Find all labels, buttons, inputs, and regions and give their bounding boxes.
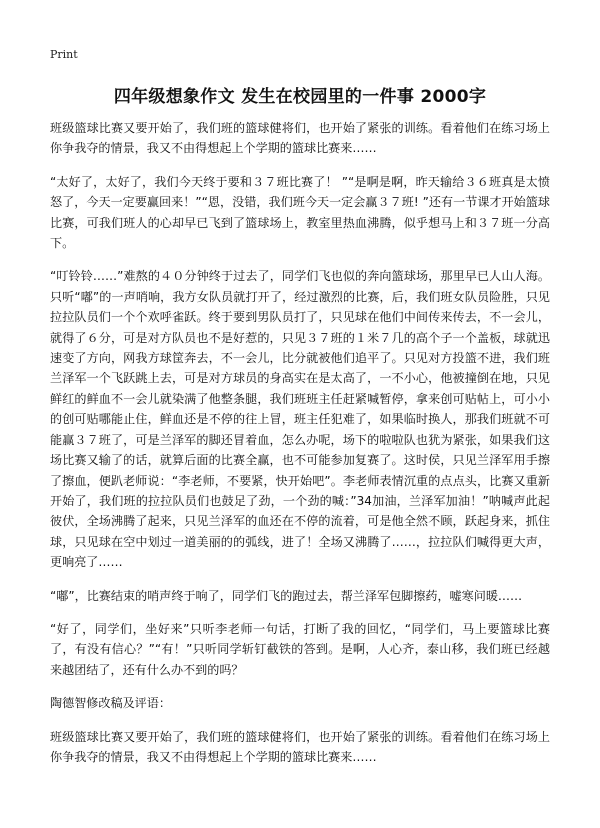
paragraph-before-game: “太好了，太好了，我们今天终于要和３７班比赛了！ ”“是啊是啊，昨天输给３６班真是太愤怒了，今天一定要赢回来！”“恩，没错，我们班今天一定会赢３７班! ”还有一节课才开始篮球比赛，可我们班人的心却早已飞到了篮球场上，教室里热血沸腾，似乎想马上和３７班一分高下。	[50, 174, 550, 251]
paragraph-game-end: “嘟”，比赛结束的哨声终于响了，同学们飞的跑过去，帮兰泽军包脚擦药，嘘寒问暖……	[50, 588, 523, 603]
paragraph-revised-intro: 班级篮球比赛又要开始了，我们班的篮球健将们，也开始了紧张的训练。看着他们在练习场上你争我夺的情景，我又不由得想起上个学期的篮球比赛来……	[50, 729, 550, 764]
paragraph-intro: 班级篮球比赛又要开始了，我们班的篮球健将们，也开始了紧张的训练。看着他们在练习场上你争我夺的情景，我又不由得想起上个学期的篮球比赛来……	[50, 121, 550, 156]
article-title: 四年级想象作文 发生在校园里的一件事 2000字	[113, 87, 487, 107]
paragraph-revision-heading: 陶德智修改稿及评语：	[50, 696, 171, 711]
paragraph-game: “叮铃铃……”难熬的４０分钟终于过去了，同学们飞也似的奔向篮球场，那里早已人山人海。只听“嘟”的一声哨响，我方女队员就打开了，经过激烈的比赛，后，我们班女队员险胜，只见拉拉队员们一个个欢呼雀跃。终于要到男队员打了，只见球在他们中间传来传去，不一会儿，就得了６分，可是对方队员也不是好惹的，只见３７班的１米７几的高个子一个盖板，球就迅速变了方向，网我方球筐奔去，不一会儿，比分就被他们追平了。只见对方投篮不进，我们班兰泽军一个飞跃跳上去，可是对方球员的身高实在是太高了，一不小心，他被撞倒在地，只见鲜红的鲜血不一会儿就染满了他整条腿，我们班班主任赶紧喊暂停，拿来创可贴帖上，可小小的创可贴哪能止住，鲜血还是不停的往上冒，班主任犯难了，如果临时换人，那我们班就不可能赢３７班了，可是兰泽军的脚还冒着血，怎么办呢，场下的啦啦队也犹为紧张，如果我们这场比赛又输了的话，就算后面的比赛全赢，也不可能参加复赛了。这时侯，只见兰泽军用手擦了擦血，便趴老师说：“李老师，不要紧，快开始吧”。李老师表情沉重的点点头，比赛又重新开始了，我们班的拉拉队员们也鼓足了劲，一个劲的喊：”34加油，兰泽军加油！”呐喊声此起彼伏，全场沸腾了起来，只见兰泽军的血还在不停的流着，可是他全然不顾，跃起身来，抓住球，只见球在空中划过一道美丽的的弧线，进了！全场又沸腾了……，拉拉队们喊得更大声，更响亮了……	[50, 269, 550, 570]
article-body	[50, 118, 550, 780]
print-link[interactable]: Print	[50, 48, 78, 61]
paragraph-back-to-present: “好了，同学们，坐好来”只听李老师一句话，打断了我的回忆，“同学们，马上要篮球比赛了，有没有信心？”“有！”只听同学斩钉截铁的答到。是啊，人心齐，泰山移，我们班已经越来越团结了，还有什么办不到的吗？	[50, 621, 550, 677]
